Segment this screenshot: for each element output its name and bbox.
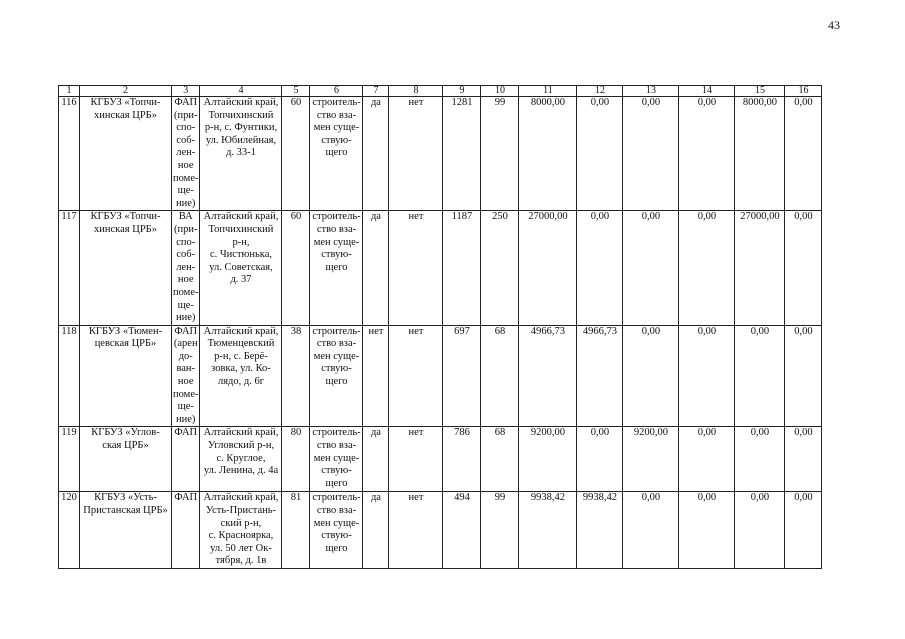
cell-value-12: 0,00: [577, 427, 623, 492]
cell-flag-a: да: [363, 427, 389, 492]
cell-population: 494: [443, 492, 481, 569]
cell-capacity: 80: [282, 427, 310, 492]
cell-number: 117: [59, 211, 80, 325]
cell-value-14: 0,00: [679, 427, 735, 492]
cell-value-14: 0,00: [679, 325, 735, 427]
cell-value-15: 0,00: [735, 325, 785, 427]
cell-capacity: 60: [282, 211, 310, 325]
cell-total: 27000,00: [519, 211, 577, 325]
table-row: [59, 325, 822, 427]
cell-value-16: 0,00: [785, 492, 822, 569]
cell-value-15: 27000,00: [735, 211, 785, 325]
cell-address: Алтайский край, Топчихинский р-н, с. Фунтики, ул. Юбилейная, д. 33-1: [200, 97, 282, 211]
cell-work-type: строитель- ство вза- мен суще- ствую- щего: [310, 427, 363, 492]
column-header: 11: [519, 86, 577, 97]
cell-value-16: 0,00: [785, 97, 822, 211]
column-header: 1: [59, 86, 80, 97]
cell-institution: КГБУЗ «Углов- ская ЦРБ»: [80, 427, 172, 492]
cell-value-15: 0,00: [735, 492, 785, 569]
column-header: 2: [80, 86, 172, 97]
cell-work-type: строитель- ство вза- мен суще- ствую- щего: [310, 97, 363, 211]
cell-value-13: 0,00: [623, 325, 679, 427]
cell-work-type: строитель- ство вза- мен суще- ствую- щего: [310, 211, 363, 325]
cell-value-15: 8000,00: [735, 97, 785, 211]
cell-institution: КГБУЗ «Топчи- хинская ЦРБ»: [80, 97, 172, 211]
cell-value-15: 0,00: [735, 427, 785, 492]
column-header: 14: [679, 86, 735, 97]
cell-capacity: 81: [282, 492, 310, 569]
cell-total: 9938,42: [519, 492, 577, 569]
cell-address: Алтайский край, Угловский р-н, с. Круглое, ул. Ленина, д. 4а: [200, 427, 282, 492]
cell-address: Алтайский край, Усть-Пристань- ский р-н, с. Краснoярка, ул. 50 лет Ок- тября, д. 1в: [200, 492, 282, 569]
column-header: 12: [577, 86, 623, 97]
column-header: 7: [363, 86, 389, 97]
table-row: [59, 97, 822, 211]
cell-flag-b: нет: [389, 97, 443, 211]
cell-number: 119: [59, 427, 80, 492]
column-header: 6: [310, 86, 363, 97]
cell-population: 1281: [443, 97, 481, 211]
column-header: 10: [481, 86, 519, 97]
cell-value-12: 4966,73: [577, 325, 623, 427]
cell-value-13: 9200,00: [623, 427, 679, 492]
cell-number: 120: [59, 492, 80, 569]
cell-value-12: 0,00: [577, 211, 623, 325]
cell-capacity: 60: [282, 97, 310, 211]
cell-capacity: 38: [282, 325, 310, 427]
cell-address: Алтайский край, Тюменцевский р-н, с. Берё- зовка, ул. Ко- лядо, д. 6г: [200, 325, 282, 427]
cell-work-type: строитель- ство вза- мен суще- ствую- щего: [310, 492, 363, 569]
cell-facility-type: ВА (при- спо- соб- лен- ное поме- ще- ние): [172, 211, 200, 325]
cell-number: 116: [59, 97, 80, 211]
column-header: 5: [282, 86, 310, 97]
cell-value-13: 0,00: [623, 211, 679, 325]
cell-institution: КГБУЗ «Топчи- хинская ЦРБ»: [80, 211, 172, 325]
cell-flag-b: нет: [389, 427, 443, 492]
cell-number: 118: [59, 325, 80, 427]
page-number: 43: [828, 18, 840, 32]
column-header: 3: [172, 86, 200, 97]
cell-value-14: 0,00: [679, 211, 735, 325]
cell-address: Алтайский край, Топчихинский р-н, с. Чистюнька, ул. Советская, д. 37: [200, 211, 282, 325]
cell-facility-type: ФАП: [172, 492, 200, 569]
cell-distance: 68: [481, 325, 519, 427]
cell-facility-type: ФАП (при- спо- соб- лен- ное поме- ще- ние): [172, 97, 200, 211]
cell-population: 1187: [443, 211, 481, 325]
column-header: 16: [785, 86, 822, 97]
header-row: [59, 86, 822, 97]
cell-value-14: 0,00: [679, 97, 735, 211]
cell-total: 4966,73: [519, 325, 577, 427]
cell-distance: 99: [481, 97, 519, 211]
cell-value-13: 0,00: [623, 97, 679, 211]
cell-population: 786: [443, 427, 481, 492]
cell-value-16: 0,00: [785, 211, 822, 325]
table-row: [59, 492, 822, 569]
cell-value-16: 0,00: [785, 427, 822, 492]
cell-flag-b: нет: [389, 492, 443, 569]
cell-flag-b: нет: [389, 325, 443, 427]
cell-institution: КГБУЗ «Тюмен- цевская ЦРБ»: [80, 325, 172, 427]
cell-value-13: 0,00: [623, 492, 679, 569]
cell-population: 697: [443, 325, 481, 427]
table-row: [59, 211, 822, 325]
cell-value-12: 0,00: [577, 97, 623, 211]
cell-work-type: строитель- ство вза- мен суще- ствую- щего: [310, 325, 363, 427]
cell-facility-type: ФАП: [172, 427, 200, 492]
cell-distance: 99: [481, 492, 519, 569]
cell-total: 9200,00: [519, 427, 577, 492]
column-header: 8: [389, 86, 443, 97]
cell-value-12: 9938,42: [577, 492, 623, 569]
cell-flag-a: нет: [363, 325, 389, 427]
column-header: 13: [623, 86, 679, 97]
column-header: 4: [200, 86, 282, 97]
cell-institution: КГБУЗ «Усть- Пристанская ЦРБ»: [80, 492, 172, 569]
cell-flag-a: да: [363, 492, 389, 569]
cell-flag-a: да: [363, 97, 389, 211]
column-header: 9: [443, 86, 481, 97]
cell-flag-b: нет: [389, 211, 443, 325]
cell-facility-type: ФАП (арен до- ван- ное поме- ще- ние): [172, 325, 200, 427]
cell-flag-a: да: [363, 211, 389, 325]
table-container: [58, 85, 822, 569]
cell-value-16: 0,00: [785, 325, 822, 427]
cell-distance: 68: [481, 427, 519, 492]
column-header: 15: [735, 86, 785, 97]
table-row: [59, 427, 822, 492]
cell-distance: 250: [481, 211, 519, 325]
cell-value-14: 0,00: [679, 492, 735, 569]
cell-total: 8000,00: [519, 97, 577, 211]
data-table: [58, 85, 822, 569]
